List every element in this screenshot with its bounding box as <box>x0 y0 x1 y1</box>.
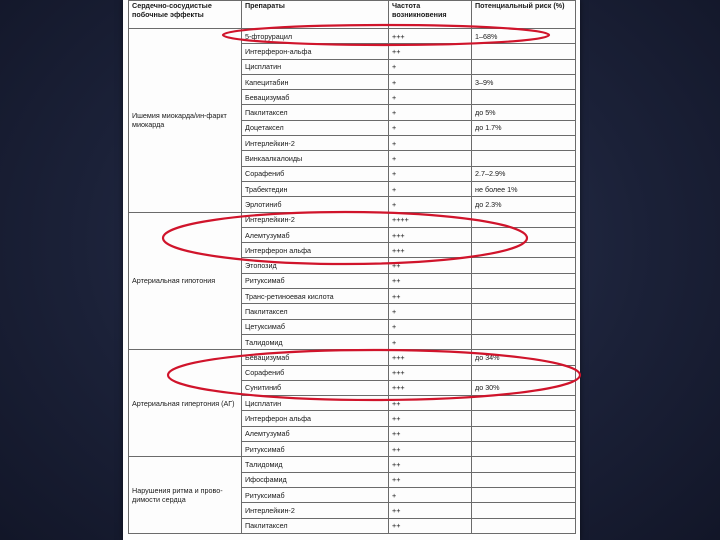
risk-cell <box>472 365 576 380</box>
drug-cell: Паклитаксел <box>242 105 389 120</box>
drug-cell: Ритуксимаб <box>242 487 389 502</box>
risk-cell <box>472 518 576 533</box>
drug-cell: Интерлейкин-2 <box>242 136 389 151</box>
risk-cell <box>472 457 576 472</box>
table-row <box>129 350 576 365</box>
drug-cell: Транс-ретиноевая кислота <box>242 289 389 304</box>
risk-cell <box>472 258 576 273</box>
drug-cell: Сунитиниб <box>242 380 389 395</box>
frequency-cell: ++ <box>389 289 472 304</box>
drug-cell: Интерферон альфа <box>242 411 389 426</box>
risk-cell: до 1.7% <box>472 120 576 135</box>
drug-cell: Паклитаксел <box>242 518 389 533</box>
frequency-cell: + <box>389 105 472 120</box>
frequency-cell: +++ <box>389 243 472 258</box>
frequency-cell: +++ <box>389 29 472 44</box>
frequency-cell: + <box>389 334 472 349</box>
drug-cell: Алемтузумаб <box>242 227 389 242</box>
risk-cell <box>472 212 576 227</box>
effect-group-cell: Нарушения ритма и прово-димости сердца <box>129 457 242 533</box>
table-body <box>129 29 576 534</box>
table-row <box>129 457 576 472</box>
frequency-cell: + <box>389 120 472 135</box>
risk-cell: 3–9% <box>472 74 576 89</box>
risk-cell <box>472 503 576 518</box>
frequency-cell: + <box>389 59 472 74</box>
effect-group-cell: Артериальная гипотония <box>129 212 242 350</box>
frequency-cell: + <box>389 181 472 196</box>
frequency-cell: + <box>389 487 472 502</box>
frequency-cell: ++ <box>389 503 472 518</box>
frequency-cell: ++ <box>389 44 472 59</box>
drug-cell: Этопозид <box>242 258 389 273</box>
frequency-cell: ++ <box>389 426 472 441</box>
drug-cell: Цисплатин <box>242 396 389 411</box>
risk-cell <box>472 319 576 334</box>
frequency-cell: +++ <box>389 380 472 395</box>
frequency-cell: ++ <box>389 457 472 472</box>
header-effects: Сердечно-сосудистые побочные эффекты <box>129 1 242 29</box>
frequency-cell: ++ <box>389 396 472 411</box>
frequency-cell: ++ <box>389 258 472 273</box>
frequency-cell: ++ <box>389 472 472 487</box>
frequency-cell: ++ <box>389 518 472 533</box>
frequency-cell: + <box>389 74 472 89</box>
risk-cell <box>472 289 576 304</box>
drug-cell: Цисплатин <box>242 59 389 74</box>
effect-group-cell: Артериальная гипертония (АГ) <box>129 350 242 457</box>
drug-cell: Трабектедин <box>242 181 389 196</box>
risk-cell <box>472 411 576 426</box>
risk-cell <box>472 227 576 242</box>
risk-cell: 2.7–2.9% <box>472 166 576 181</box>
drug-cell: Талидомид <box>242 457 389 472</box>
drug-cell: Ритуксимаб <box>242 273 389 288</box>
header-drugs: Препараты <box>242 1 389 29</box>
drug-cell: Бевацизумаб <box>242 90 389 105</box>
header-frequency: Частота возникновения <box>389 1 472 29</box>
risk-cell <box>472 487 576 502</box>
risk-cell <box>472 136 576 151</box>
drug-cell: Интерлейкин-2 <box>242 503 389 518</box>
risk-cell <box>472 44 576 59</box>
risk-cell <box>472 59 576 74</box>
drug-cell: Интерферон альфа <box>242 243 389 258</box>
frequency-cell: ++ <box>389 411 472 426</box>
risk-cell: до 5% <box>472 105 576 120</box>
drug-cell: Ифосфамид <box>242 472 389 487</box>
drug-cell: Цетуксимаб <box>242 319 389 334</box>
risk-cell <box>472 273 576 288</box>
drug-cell: Алемтузумаб <box>242 426 389 441</box>
frequency-cell: +++ <box>389 350 472 365</box>
drug-cell: Талидомид <box>242 334 389 349</box>
frequency-cell: + <box>389 304 472 319</box>
document-page <box>123 0 580 540</box>
drug-cell: Сорафениб <box>242 166 389 181</box>
effect-group-cell: Ишемия миокарда/ин-фаркт миокарда <box>129 29 242 213</box>
drug-cell: Паклитаксел <box>242 304 389 319</box>
risk-cell: до 2.3% <box>472 197 576 212</box>
frequency-cell: ++ <box>389 442 472 457</box>
table-header-row <box>129 1 576 29</box>
frequency-cell: +++ <box>389 227 472 242</box>
risk-cell <box>472 334 576 349</box>
risk-cell <box>472 426 576 441</box>
drug-cell: Бевацизумаб <box>242 350 389 365</box>
risk-cell <box>472 442 576 457</box>
risk-cell: до 34% <box>472 350 576 365</box>
risk-cell: до 30% <box>472 380 576 395</box>
frequency-cell: + <box>389 151 472 166</box>
frequency-cell: + <box>389 319 472 334</box>
drug-cell: Сорафениб <box>242 365 389 380</box>
risk-cell <box>472 243 576 258</box>
drug-cell: Эрлотиниб <box>242 197 389 212</box>
table-row <box>129 29 576 44</box>
risk-cell <box>472 90 576 105</box>
risk-cell <box>472 304 576 319</box>
drug-cell: Капецитабин <box>242 74 389 89</box>
risk-cell: 1–68% <box>472 29 576 44</box>
table-row <box>129 212 576 227</box>
side-effects-table <box>128 0 576 534</box>
frequency-cell: ++ <box>389 273 472 288</box>
frequency-cell: ++++ <box>389 212 472 227</box>
drug-cell: Ритуксимаб <box>242 442 389 457</box>
drug-cell: Доцетаксел <box>242 120 389 135</box>
risk-cell <box>472 151 576 166</box>
frequency-cell: + <box>389 136 472 151</box>
drug-cell: Винкаалкалоиды <box>242 151 389 166</box>
risk-cell <box>472 396 576 411</box>
frequency-cell: +++ <box>389 365 472 380</box>
drug-cell: 5-фторурацил <box>242 29 389 44</box>
frequency-cell: + <box>389 166 472 181</box>
frequency-cell: + <box>389 197 472 212</box>
drug-cell: Интерферон-альфа <box>242 44 389 59</box>
drug-cell: Интерлейкин-2 <box>242 212 389 227</box>
risk-cell <box>472 472 576 487</box>
header-risk: Потенциальный риск (%) <box>472 1 576 29</box>
risk-cell: не более 1% <box>472 181 576 196</box>
frequency-cell: + <box>389 90 472 105</box>
